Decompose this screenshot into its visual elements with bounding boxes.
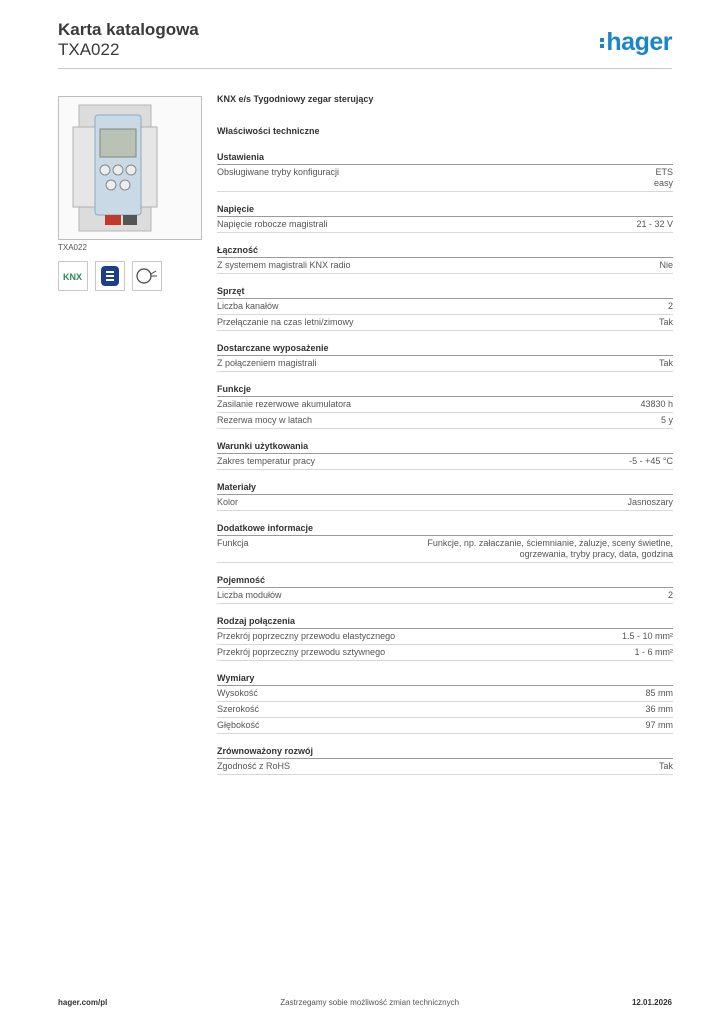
spec-row — [217, 686, 673, 702]
hager-logo[interactable] — [600, 28, 672, 57]
spec-section — [217, 575, 673, 604]
spec-value: 1 - 6 mm² — [634, 647, 673, 657]
spec-row — [217, 759, 673, 775]
footer-website-link[interactable]: hager.com/pl — [58, 998, 108, 1007]
clock-radio-icon — [135, 266, 159, 286]
knx-badge-label: KNX — [63, 272, 83, 282]
section-title: Łączność — [217, 245, 673, 258]
spec-label: Napięcie robocze magistrali — [217, 219, 328, 229]
spec-label: Zgodność z RoHS — [217, 761, 291, 771]
spec-label: Rezerwa mocy w latach — [217, 415, 313, 425]
spec-section — [217, 343, 673, 372]
spec-section — [217, 673, 673, 734]
spec-row — [217, 702, 673, 718]
tech-heading: Właściwości techniczne — [217, 126, 320, 136]
spec-label: Z systemem magistrali KNX radio — [217, 260, 351, 270]
spec-value: 1.5 - 10 mm² — [621, 631, 673, 641]
e-label-badge — [95, 261, 125, 291]
spec-value: 85 mm — [645, 688, 673, 698]
logo-text: hager — [606, 28, 672, 56]
spec-row — [217, 629, 673, 645]
section-title: Pojemność — [217, 575, 673, 588]
section-title: Materiały — [217, 482, 673, 495]
spec-value: Nie — [659, 260, 673, 270]
spec-value: 5 y — [660, 415, 673, 425]
knx-icon — [61, 269, 85, 283]
spec-content — [217, 94, 673, 775]
certification-badges — [58, 261, 162, 291]
spec-row — [217, 495, 673, 511]
spec-row — [217, 413, 673, 429]
section-title: Ustawienia — [217, 152, 673, 165]
spec-row — [217, 356, 673, 372]
spec-value: 36 mm — [645, 704, 673, 714]
spec-row — [217, 165, 673, 192]
section-title: Rodzaj połączenia — [217, 616, 673, 629]
section-title: Funkcje — [217, 384, 673, 397]
spec-section — [217, 523, 673, 563]
spec-label: Z połączeniem magistrali — [217, 358, 317, 368]
product-code: TXA022 — [58, 243, 87, 252]
knx-badge — [58, 261, 88, 291]
spec-value: 97 mm — [645, 720, 673, 730]
section-title: Warunki użytkowania — [217, 441, 673, 454]
document-title: Karta katalogowa — [58, 20, 199, 39]
page-footer — [58, 998, 672, 1007]
spec-row — [217, 258, 673, 274]
spec-sections — [217, 152, 673, 775]
header-divider — [58, 68, 672, 69]
spec-section — [217, 482, 673, 511]
spec-section — [217, 441, 673, 470]
spec-value: 2 — [667, 301, 673, 311]
logo-dots-icon — [600, 36, 604, 50]
din-rail-device-icon — [59, 97, 201, 239]
spec-label: Przekrój poprzeczny przewodu elastycznego — [217, 631, 396, 641]
spec-section — [217, 286, 673, 331]
spec-row — [217, 299, 673, 315]
spec-label: Przełączanie na czas letni/zimowy — [217, 317, 354, 327]
spec-value: ETS easy — [653, 167, 673, 188]
spec-label: Funkcja — [217, 538, 249, 548]
spec-row — [217, 315, 673, 331]
section-title: Sprzęt — [217, 286, 673, 299]
spec-label: Szerokość — [217, 704, 260, 714]
section-title: Dostarczane wyposażenie — [217, 343, 673, 356]
page-header — [58, 20, 672, 70]
spec-label: Liczba modułów — [217, 590, 282, 600]
spec-value: Funkcje, np. załaczanie, ściemnianie, żaluzje, sceny świetlne, ogrzewania, tryby pracy, data, godzina — [427, 538, 673, 559]
section-title: Zrównoważony rozwój — [217, 746, 673, 759]
spec-row — [217, 397, 673, 413]
spec-label: Obsługiwane tryby konfiguracji — [217, 167, 340, 177]
clock-radio-badge — [132, 261, 162, 291]
spec-value: Tak — [658, 761, 673, 771]
product-title: KNX e/s Tygodniowy zegar sterujący — [217, 94, 374, 104]
spec-label: Zakres temperatur pracy — [217, 456, 316, 466]
spec-label: Głębokość — [217, 720, 260, 730]
spec-row — [217, 718, 673, 734]
spec-section — [217, 616, 673, 661]
spec-label: Kolor — [217, 497, 239, 507]
spec-value: 21 - 32 V — [636, 219, 673, 229]
spec-label: Liczba kanałów — [217, 301, 279, 311]
spec-value: Jasnoszary — [627, 497, 673, 507]
spec-row — [217, 588, 673, 604]
section-title: Dodatkowe informacje — [217, 523, 673, 536]
footer-disclaimer: Zastrzegamy sobie możliwość zmian technicznych — [280, 998, 460, 1007]
spec-value: 43830 h — [640, 399, 673, 409]
e-label-icon — [99, 265, 121, 287]
spec-row — [217, 645, 673, 661]
footer-date: 12.01.2026 — [631, 998, 672, 1007]
spec-section — [217, 152, 673, 192]
spec-section — [217, 245, 673, 274]
document-subtitle: TXA022 — [58, 40, 120, 59]
section-title: Wymiary — [217, 673, 673, 686]
spec-value: Tak — [658, 317, 673, 327]
spec-section — [217, 204, 673, 233]
spec-value: 2 — [667, 590, 673, 600]
spec-row — [217, 217, 673, 233]
section-title: Napięcie — [217, 204, 673, 217]
spec-row — [217, 536, 673, 563]
spec-value: -5 - +45 °C — [629, 456, 673, 466]
product-image — [58, 96, 202, 240]
spec-label: Przekrój poprzeczny przewodu sztywnego — [217, 647, 386, 657]
spec-label: Wysokość — [217, 688, 258, 698]
spec-value: Tak — [658, 358, 673, 368]
spec-section — [217, 384, 673, 429]
spec-label: Zasilanie rezerwowe akumulatora — [217, 399, 352, 409]
spec-section — [217, 746, 673, 775]
spec-row — [217, 454, 673, 470]
